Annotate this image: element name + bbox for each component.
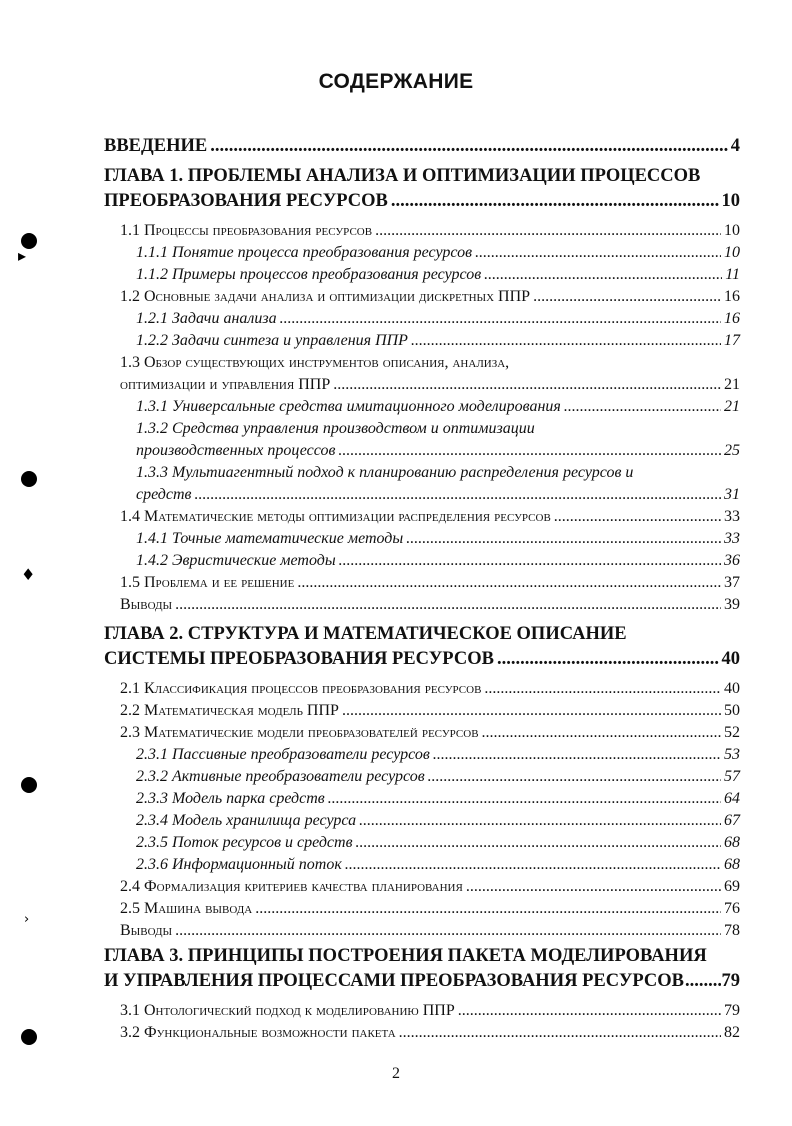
toc-entry-1-3[interactable] [120,352,740,396]
toc-page-number: 52 [724,724,740,741]
leader-dots [210,134,728,159]
toc-page-number: 50 [724,702,740,719]
leader-dots [175,920,721,942]
toc-entry-2-3-5[interactable] [136,832,740,854]
toc-entry-1-4[interactable] [120,506,740,528]
toc-page-number: 17 [724,332,740,349]
toc-entry-label: 1.4 Математические методы оптимизации распределения ресурсов [120,508,551,525]
toc-entry-1-5[interactable] [120,572,740,594]
toc-page-number: 21 [724,398,740,415]
toc-page-number: 10 [721,191,740,211]
toc-page-number: 16 [724,288,740,305]
toc-page-number: 40 [724,680,740,697]
toc-page-number: 37 [724,574,740,591]
toc-entry-label: 1.3.1 Универсальные средства имитационного моделирования [136,398,561,415]
leader-dots [411,330,721,352]
leader-dots [458,1000,721,1022]
toc-entry-1-2-1[interactable] [136,308,740,330]
toc-entry-1-1-1[interactable] [136,242,740,264]
toc-page-number: 82 [724,1024,740,1041]
punch-hole-mark [21,777,37,793]
toc-entry-3-1[interactable] [120,1000,740,1022]
toc-entry-1-4-2[interactable] [136,550,740,572]
leader-dots [175,594,721,616]
leader-dots [533,286,721,308]
toc-entry-label: 2.3.1 Пассивные преобразователи ресурсов [136,746,430,763]
leader-dots [328,788,721,810]
scan-speck-mark: ▸ [18,246,27,265]
leader-dots [428,766,721,788]
toc-entry-label: 1.3 Обзор существующих инструментов описания, анализа, [120,354,510,371]
toc-entry-1-2-2[interactable] [136,330,740,352]
leader-dots [433,744,721,766]
toc-entry-label: 1.4.2 Эвристические методы [136,552,336,569]
toc-page-number: 4 [730,136,740,156]
toc-entry-2-1[interactable] [120,678,740,700]
toc-page-number: 64 [724,790,740,807]
leader-dots [375,220,721,242]
toc-entry-label: 2.2 Математическая модель ППР [120,702,339,719]
toc-entry-label: 1.3.2 Средства управления производством и оптимизации [136,420,535,437]
toc-chapter-1[interactable] [104,164,740,214]
leader-dots [339,550,721,572]
toc-entry-2-3-3[interactable] [136,788,740,810]
toc-entry-label-cont: средств [136,486,192,503]
toc-chapter-title: ГЛАВА 1. ПРОБЛЕМЫ АНАЛИЗА И ОПТИМИЗАЦИИ ПРОЦЕССОВ [104,166,701,186]
toc-page-number: 39 [724,596,740,613]
toc-page-number: 57 [724,768,740,785]
toc-entry-label: 1.3.3 Мультиагентный подход к планированию распределения ресурсов и [136,464,634,481]
punch-hole-mark [21,1029,37,1045]
leader-dots [482,722,721,744]
leader-dots [497,647,719,672]
toc-entry-1-3-2[interactable] [136,418,740,462]
toc-entry-label: 1.2 Основные задачи анализа и оптимизации дискретных ППР [120,288,531,305]
toc-page-number: 25 [724,442,740,459]
toc-entry-2-3-1[interactable] [136,744,740,766]
page-title: СОДЕРЖАНИЕ [318,70,474,93]
toc-entry-1-3-1[interactable] [136,396,740,418]
toc-page-number: 79 [721,971,740,991]
toc-chapter-title-cont: ПРЕОБРАЗОВАНИЯ РЕСУРСОВ [104,191,388,211]
leader-dots [359,810,721,832]
toc-chapter-title-cont: И УПРАВЛЕНИЯ ПРОЦЕССАМИ ПРЕОБРАЗОВАНИЯ РЕСУРСОВ [104,971,685,991]
punch-hole-mark [21,471,37,487]
leader-dots [195,484,722,506]
toc-page-number: 33 [724,508,740,525]
toc-page-number: 31 [724,486,740,503]
toc-entry-label: 2.3.4 Модель хранилища ресурса [136,812,357,829]
toc-entry-label-cont: производственных процессов [136,442,336,459]
leader-dots [399,1022,721,1044]
toc-page-number: 53 [724,746,740,763]
page-number: 2 [392,1065,400,1082]
leader-dots [356,832,721,854]
toc-page-number: 33 [724,530,740,547]
toc-chapter-3[interactable] [104,944,740,994]
toc-entry-label: 2.3.5 Поток ресурсов и средств [136,834,353,851]
toc-entry-2-5[interactable] [120,898,740,920]
toc-entry-introduction[interactable] [104,134,740,159]
toc-entry-label: 2.3.3 Модель парка средств [136,790,325,807]
toc-entry-label: 2.3 Математические модели преобразователей ресурсов [120,724,479,741]
toc-entry-label: 1.1 Процессы преобразования ресурсов [120,222,373,239]
toc-entry-label: 2.3.2 Активные преобразователи ресурсов [136,768,425,785]
leader-dots [391,189,719,214]
toc-entry-label: 2.5 Машина вывода [120,900,253,917]
toc-entry-2-3[interactable] [120,722,740,744]
toc-entry-label: ВВЕДЕНИЕ [104,136,208,156]
toc-entry-label-cont: оптимизации и управления ППР [120,376,331,393]
toc-entry-2-3-2[interactable] [136,766,740,788]
toc-page-number: 67 [724,812,740,829]
toc-chapter-title: ГЛАВА 2. СТРУКТУРА И МАТЕМАТИЧЕСКОЕ ОПИСАНИЕ [104,624,627,644]
toc-entry-label: 1.2.1 Задачи анализа [136,310,277,327]
leader-dots [297,572,721,594]
leader-dots [280,308,721,330]
toc-entry-2-3-6[interactable] [136,854,740,876]
toc-entry-2-4[interactable] [120,876,740,898]
toc-entry-1-4-1[interactable] [136,528,740,550]
toc-page-number: 76 [724,900,740,917]
toc-entry-label: 1.4.1 Точные математические методы [136,530,404,547]
toc-page-number: 10 [724,222,740,239]
leader-dots [338,440,721,462]
toc-entry-label: 2.3.6 Информационный поток [136,856,342,873]
scan-speck-mark: › [24,912,30,927]
table-of-contents [104,134,740,1044]
leader-dots [466,876,721,898]
toc-entry-label: 1.5 Проблема и ее решение [120,574,295,591]
toc-page-number: 16 [724,310,740,327]
toc-entry-2-2[interactable] [120,700,740,722]
toc-entry-label: 3.1 Онтологический подход к моделированию ППР [120,1002,455,1019]
toc-chapter-2[interactable] [104,622,740,672]
toc-entry-label: 1.1.1 Понятие процесса преобразования ресурсов [136,244,473,261]
toc-page-number: 40 [721,649,740,669]
toc-entry-label: Выводы [120,596,173,613]
toc-entry-label: 2.4 Формализация критериев качества планирования [120,878,463,895]
leader-dots [345,854,721,876]
leader-dots [333,374,721,396]
leader-dots [484,678,721,700]
toc-entry-label: Выводы [120,922,173,939]
toc-entry-1-3-3[interactable] [136,462,740,506]
toc-entry-label: 1.2.2 Задачи синтеза и управления ППР [136,332,408,349]
toc-chapter-title-cont: СИСТЕМЫ ПРЕОБРАЗОВАНИЯ РЕСУРСОВ [104,649,494,669]
leader-dots [342,700,721,722]
leader-dots [475,242,721,264]
toc-page-number: 10 [724,244,740,261]
toc-page-number: 68 [724,856,740,873]
leader-dots [484,264,722,286]
leader-dots [685,969,720,994]
toc-page-number: 68 [724,834,740,851]
leader-dots [255,898,721,920]
toc-chapter-title: ГЛАВА 3. ПРИНЦИПЫ ПОСТРОЕНИЯ ПАКЕТА МОДЕЛИРОВАНИЯ [104,946,707,966]
leader-dots [564,396,721,418]
toc-entry-2-3-4[interactable] [136,810,740,832]
toc-entry-label: 3.2 Функциональные возможности пакета [120,1024,396,1041]
toc-page-number: 78 [724,922,740,939]
toc-page-number: 69 [724,878,740,895]
toc-entry-1-2[interactable] [120,286,740,308]
toc-entry-3-2[interactable] [120,1022,740,1044]
toc-page-number: 21 [724,376,740,393]
toc-page-number: 79 [724,1002,740,1019]
scan-speck-mark: ♦ [21,565,36,584]
toc-entry-1-1[interactable] [120,220,740,242]
toc-entry-conclusions-2[interactable] [120,920,740,942]
toc-entry-label: 1.1.2 Примеры процессов преобразования ресурсов [136,266,482,283]
toc-entry-conclusions-1[interactable] [120,594,740,616]
leader-dots [554,506,721,528]
toc-entry-label: 2.1 Классификация процессов преобразования ресурсов [120,680,482,697]
leader-dots [406,528,721,550]
toc-page-number: 11 [725,266,740,283]
toc-entry-1-1-2[interactable] [136,264,740,286]
toc-page-number: 36 [724,552,740,569]
